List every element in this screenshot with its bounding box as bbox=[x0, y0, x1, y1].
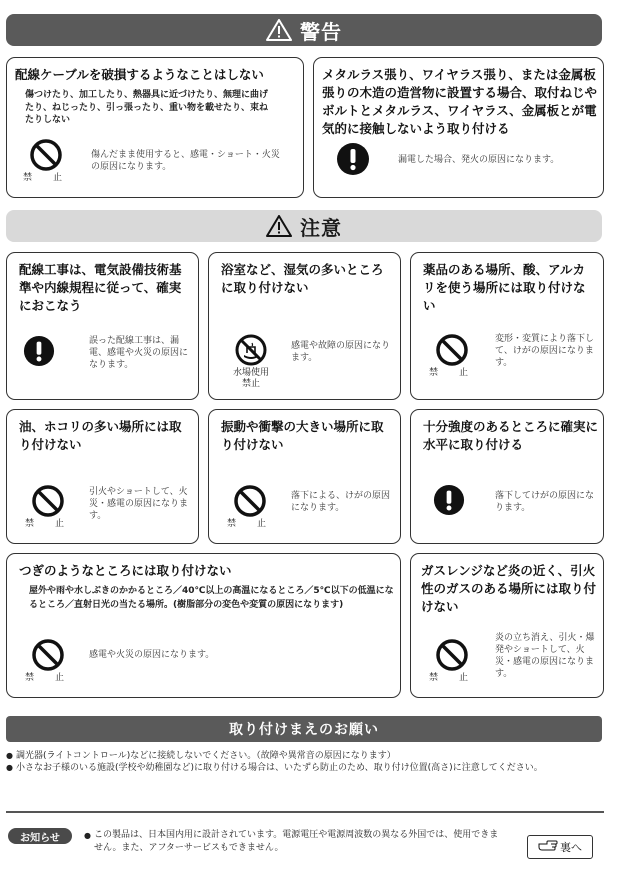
back-page-label: 裏へ bbox=[560, 841, 582, 854]
card-title: 油、ホコリの多い場所には取り付けない bbox=[19, 419, 182, 452]
symbol-label: 禁 止 bbox=[429, 673, 475, 683]
card-note: 感電や故障の原因になります。 bbox=[291, 341, 391, 363]
caution-banner bbox=[6, 210, 602, 242]
prohibited-icon bbox=[31, 638, 65, 672]
caution-card-locations bbox=[6, 553, 401, 698]
symbol-label: 禁 止 bbox=[429, 368, 475, 378]
symbol-prohibited bbox=[23, 138, 68, 184]
caution-card-vibration bbox=[208, 409, 401, 544]
symbol-prohibited bbox=[227, 484, 272, 530]
prohibited-icon bbox=[233, 484, 267, 518]
card-title: 配線工事は、電気設備技術基準や内線規程に従って、確実におこなう bbox=[19, 262, 182, 313]
mandatory-icon bbox=[23, 335, 55, 367]
card-note: 炎の立ち消え、引火・爆発やショートして、火災・感電の原因になります。 bbox=[495, 633, 595, 679]
symbol-mandatory bbox=[23, 335, 55, 367]
card-title: 薬品のある場所、酸、アルカリを使う場所には取り付けない bbox=[423, 262, 586, 313]
symbol-prohibited bbox=[429, 638, 474, 684]
warning-banner-label: 警告 bbox=[300, 19, 342, 44]
card-title: つぎのようなところには取り付けない bbox=[19, 563, 232, 578]
card-note: 誤った配線工事は、漏電、感電や火災の原因になります。 bbox=[89, 336, 189, 370]
symbol-no-water bbox=[219, 333, 283, 390]
notice-item: ● この製品は、日本国内用に設計されています。電源電圧や電源周波数の異なる外国では、使用できません。また、アフターサービスもできません。 bbox=[84, 829, 504, 855]
caution-card-chemicals bbox=[410, 252, 604, 400]
request-banner-label: 取り付けまえのお願い bbox=[229, 722, 379, 738]
card-note: 変形・変質により落下して、けがの原因になります。 bbox=[495, 334, 595, 368]
prohibited-icon bbox=[31, 484, 65, 518]
card-note: 落下してけがの原因になります。 bbox=[495, 491, 595, 513]
warning-card-metal-lath bbox=[313, 57, 604, 198]
symbol-prohibited bbox=[25, 638, 70, 684]
card-title: 十分強度のあるところに確実に水平に取り付ける bbox=[423, 419, 599, 452]
symbol-prohibited bbox=[25, 484, 70, 530]
divider bbox=[6, 811, 604, 813]
notice-badge: お知らせ bbox=[8, 828, 72, 844]
card-note: 落下による、けがの原因になります。 bbox=[291, 491, 391, 513]
symbol-mandatory bbox=[433, 484, 465, 516]
caution-card-wiring bbox=[6, 252, 199, 400]
mandatory-icon bbox=[433, 484, 465, 516]
request-list bbox=[6, 750, 606, 774]
card-title: ガスレンジなど炎の近く、引火性のガスのある場所には取り付けない bbox=[421, 563, 597, 614]
symbol-prohibited bbox=[429, 333, 474, 379]
card-note: 引火やショートして、火災・感電の原因になります。 bbox=[89, 487, 189, 521]
prohibited-icon bbox=[435, 333, 469, 367]
warning-triangle-icon bbox=[266, 19, 292, 41]
no-water-icon bbox=[234, 333, 268, 367]
card-title: 配線ケーブルを破損するようなことはしない bbox=[15, 67, 264, 82]
pointing-hand-icon bbox=[538, 840, 558, 855]
symbol-label: 禁 止 bbox=[25, 519, 71, 529]
card-detail: 屋外や雨や水しぶきのかかるところ／40℃以上の高温になるところ／5℃以下の低温になるところ／直射日光の当たる場所。(樹脂部分の変色や変質の原因になります) bbox=[29, 586, 394, 610]
caution-banner-label: 注意 bbox=[300, 215, 342, 240]
card-note: 感電や火災の原因になります。 bbox=[89, 650, 215, 660]
caution-card-bathroom bbox=[208, 252, 401, 400]
symbol-label: 水場使用禁止 bbox=[232, 368, 269, 389]
symbol-label: 禁 止 bbox=[25, 673, 71, 683]
card-title: 浴室など、湿気の多いところに取り付けない bbox=[221, 262, 384, 295]
notice-text bbox=[84, 829, 504, 855]
caution-card-gas bbox=[410, 553, 604, 698]
prohibited-icon bbox=[435, 638, 469, 672]
card-title: 振動や衝撃の大きい場所に取り付けない bbox=[221, 419, 384, 452]
list-item: ● 調光器(ライトコントロール)などに接続しないでください。（故障や異常音の原因になります） bbox=[6, 750, 606, 762]
card-detail: 傷つけたり、加工したり、熱器具に近づけたり、無理に曲げたり、ねじったり、引っ張ったり、重い物を載せたり、束ねたりしない bbox=[25, 90, 269, 125]
caution-triangle-icon bbox=[266, 215, 292, 237]
symbol-label: 禁 止 bbox=[227, 519, 273, 529]
request-banner bbox=[6, 716, 602, 742]
symbol-label: 禁 止 bbox=[23, 173, 69, 183]
card-note: 傷んだまま使用すると、感電・ショート・火災の原因になります。 bbox=[91, 150, 280, 172]
card-note: 漏電した場合、発火の原因になります。 bbox=[398, 155, 560, 165]
back-page-button[interactable] bbox=[527, 835, 593, 859]
card-title: メタルラス張り、ワイヤラス張り、または金属板張りの木造の造営物に設置する場合、取付ねじやボルトとメタルラス、ワイヤラス、金属板とが電気的に接触しないよう取り付ける bbox=[322, 67, 598, 136]
symbol-mandatory bbox=[336, 142, 370, 176]
caution-card-oil-dust bbox=[6, 409, 199, 544]
caution-card-strength bbox=[410, 409, 604, 544]
list-item: ● 小さなお子様のいる施設(学校や幼稚園など)に取り付ける場合は、いたずら防止のため、取り付け位置(高さ)に注意してください。 bbox=[6, 762, 606, 774]
mandatory-icon bbox=[336, 142, 370, 176]
warning-card-cable bbox=[6, 57, 304, 198]
warning-banner bbox=[6, 14, 602, 46]
prohibited-icon bbox=[29, 138, 63, 172]
